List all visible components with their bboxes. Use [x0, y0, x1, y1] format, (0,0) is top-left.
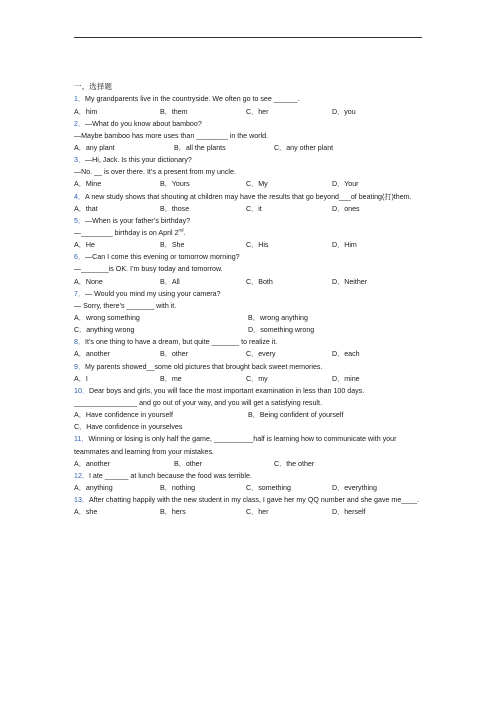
options-5 — [74, 239, 424, 251]
question-text: —_______is OK. I’m busy today and tomorrow. — [74, 265, 223, 274]
option-d[interactable]: D．you — [332, 107, 356, 116]
options-7-row1 — [74, 312, 424, 324]
question-text: A new study shows that shouting at children may have the results that go beyond___of beating(打)them. — [85, 192, 412, 201]
question-text: It’s one thing to have a dream, but quite _______ to realize it. — [85, 338, 278, 347]
question-text: — Would you mind my using your camera? — [85, 289, 221, 298]
question-5 — [74, 215, 424, 227]
options-6 — [74, 276, 424, 288]
options-9 — [74, 373, 424, 385]
option-a[interactable]: A．None — [74, 277, 103, 286]
options-11 — [74, 458, 424, 470]
question-4 — [74, 191, 424, 203]
option-a[interactable]: A．anything — [74, 483, 113, 492]
option-d[interactable]: D．Neither — [332, 277, 368, 286]
option-b[interactable]: B．She — [160, 241, 185, 250]
option-a[interactable]: A．another — [74, 350, 110, 359]
option-b[interactable]: B．Being confident of yourself — [248, 411, 344, 420]
option-c[interactable]: C．her — [246, 107, 269, 116]
option-a[interactable]: A．that — [74, 204, 98, 213]
question-number: 7． — [74, 289, 86, 298]
option-c[interactable]: C．My — [246, 180, 268, 189]
exam-content — [74, 81, 424, 518]
option-b[interactable]: B．nothing — [160, 483, 196, 492]
option-c[interactable]: C．Have confidence in yourselves — [74, 423, 183, 432]
option-c[interactable]: C．her — [246, 508, 269, 517]
question-number: 12． — [74, 471, 89, 480]
question-text: My parents showed__some old pictures that brought back sweet memories. — [85, 362, 323, 371]
question-12 — [74, 470, 424, 482]
option-c[interactable]: C．any other plant — [274, 143, 334, 152]
option-c[interactable]: C．anything wrong — [74, 326, 135, 335]
question-number: 9． — [74, 362, 86, 371]
option-b[interactable]: B．hers — [160, 508, 186, 517]
option-d[interactable]: D．everything — [332, 483, 377, 492]
question-text: After chatting happily with the new student in my class, I gave her my QQ number and she gave me____. — [88, 496, 420, 505]
options-13 — [74, 506, 424, 518]
question-6 — [74, 251, 424, 263]
options-1 — [74, 106, 424, 118]
question-10 — [74, 385, 424, 397]
options-10-row2 — [74, 421, 424, 433]
question-text — [74, 227, 424, 239]
question-text: —When is your father’s birthday? — [85, 216, 191, 225]
options-4 — [74, 203, 424, 215]
question-number: 10． — [74, 386, 89, 395]
question-text: My grandparents live in the countryside. We often go to see ______. — [85, 95, 300, 104]
question-text: Dear boys and girls, you will face the most important examination in less than 100 days. — [88, 386, 365, 395]
question-text: —What do you know about bamboo? — [85, 119, 202, 128]
question-8 — [74, 336, 424, 348]
option-a[interactable]: A．Have confidence in yourself — [74, 411, 173, 420]
option-d[interactable]: D．herself — [332, 508, 366, 517]
question-text: —Maybe bamboo has more uses than ________ in the world. — [74, 131, 269, 140]
option-d[interactable]: D．something wrong — [248, 326, 315, 335]
option-d[interactable]: D．each — [332, 350, 360, 359]
question-text: —No. __ is over there. It’s a present from my uncle. — [74, 168, 236, 177]
option-d[interactable]: D．Him — [332, 241, 357, 250]
question-1 — [74, 93, 424, 105]
option-c[interactable]: C．the other — [274, 459, 315, 468]
question-text: Winning or losing is only half the game, __________half is learning how to communicate with your teammates and learning from your mistakes. — [74, 435, 397, 456]
option-b[interactable]: B．me — [160, 374, 182, 383]
options-2 — [74, 142, 424, 154]
option-b[interactable]: B．those — [160, 204, 190, 213]
option-c[interactable]: C．every — [246, 350, 276, 359]
option-b[interactable]: B．them — [160, 107, 188, 116]
question-11 — [74, 433, 424, 457]
options-7-row2 — [74, 324, 424, 336]
question-3 — [74, 154, 424, 166]
options-10-row1 — [74, 409, 424, 421]
option-b[interactable]: B．All — [160, 277, 180, 286]
option-a[interactable]: A．wrong something — [74, 313, 140, 322]
option-b[interactable]: B．other — [174, 459, 202, 468]
option-b[interactable]: B．all the plants — [174, 143, 226, 152]
header-rule — [74, 37, 422, 38]
question-number: 8． — [74, 338, 86, 347]
option-c[interactable]: C．my — [246, 374, 268, 383]
option-a[interactable]: A．Mine — [74, 180, 102, 189]
option-a[interactable]: A．I — [74, 374, 88, 383]
option-a[interactable]: A．she — [74, 508, 98, 517]
question-text: ________________ and go out of your way, and you will get a satisfying result. — [74, 398, 322, 407]
question-number: 3． — [74, 156, 86, 165]
options-12 — [74, 482, 424, 494]
question-number: 13． — [74, 496, 89, 505]
options-3 — [74, 178, 424, 190]
options-8 — [74, 348, 424, 360]
question-2 — [74, 118, 424, 130]
option-b[interactable]: B．wrong anything — [248, 313, 308, 322]
option-d[interactable]: D．ones — [332, 204, 360, 213]
question-7 — [74, 288, 424, 300]
question-number: 4． — [74, 192, 86, 201]
question-number: 6． — [74, 253, 86, 262]
section-title: 一、选择题 — [74, 82, 112, 91]
option-c[interactable]: C．Both — [246, 277, 273, 286]
question-text-part: —________ birthday is on April 2 — [74, 228, 179, 237]
question-9 — [74, 361, 424, 373]
option-c[interactable]: C．His — [246, 241, 269, 250]
option-a[interactable]: A．another — [74, 459, 110, 468]
option-c[interactable]: C．it — [246, 204, 262, 213]
option-a[interactable]: A．any plant — [74, 143, 115, 152]
question-text-end: . — [183, 228, 186, 237]
question-number: 2． — [74, 119, 86, 128]
question-text: —Can I come this evening or tomorrow morning? — [85, 253, 240, 262]
question-text: —Hi, Jack. Is this your dictionary? — [85, 156, 192, 165]
option-d[interactable]: D．mine — [332, 374, 360, 383]
option-b[interactable]: B．Yours — [160, 180, 190, 189]
question-text: I ate ______ at lunch because the food was terrible. — [88, 471, 252, 480]
question-number: 1． — [74, 95, 86, 104]
option-a[interactable]: A．him — [74, 107, 98, 116]
question-number: 5． — [74, 216, 86, 225]
ordinal-suffix: nd — [178, 227, 184, 233]
question-number: 11． — [74, 435, 89, 444]
question-13 — [74, 494, 424, 506]
option-a[interactable]: A．He — [74, 241, 95, 250]
option-b[interactable]: B．other — [160, 350, 188, 359]
question-text: — Sorry, there’s _______ with it. — [74, 301, 177, 310]
option-d[interactable]: D．Your — [332, 180, 359, 189]
option-c[interactable]: C．something — [246, 483, 291, 492]
